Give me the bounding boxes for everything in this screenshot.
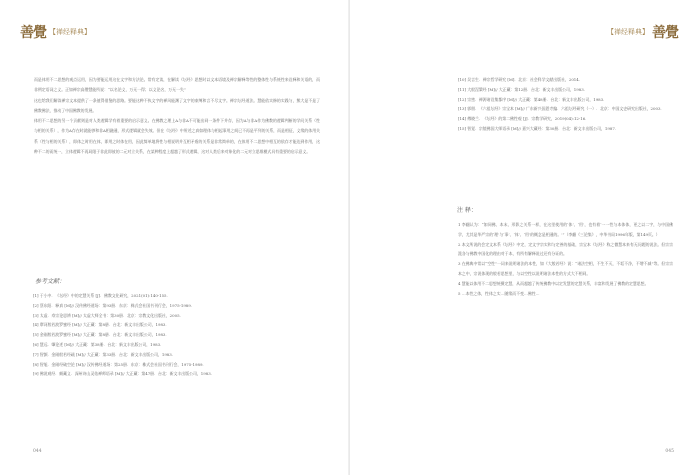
logo-mark: 善覺 [652,25,678,41]
logo-tag: 【禅经释典】 [607,28,649,36]
reference-item: [13] 郭朋．《六祖坛经》宗宝本 [M]// 广东新兴国恩寺编．六祖坛经研究（一）．北京：中国文史研究出版社，2003. [458,106,662,112]
logo-tag: 【禅经释典】 [49,28,91,36]
references-list-continued [458,75,673,134]
reference-item: [10] 吴言生．禅宗哲学研究 [M]．北京：社会科学文献出版社，2014. [458,77,580,82]
reference-item: [9] 佛说观经．颇藏义．深州诗山灵佑禅师语录 [M]// 大正藏：第47册．台北：新文丰出版公司，1983. [33,371,212,377]
reference-item: [7] 智顗．金刚般若经疏 [M]// 大正藏：第33册．台北：新文丰出版公司，1983. [33,351,173,357]
reference-item: [12] 宗密．禅源诸诠集都序 [M]// 大正藏：第48册．台北：新文丰出版公司，1983. [458,96,605,102]
notes-title: 注 释： [457,207,477,214]
note-item: 1 李翻认为：“如同佛、本末、形影之关系一样，在这里使用的‘体’、‘用’，也有着‘一一性与本体体，更之以二字，与中国佛学，尤其是华严宗的‘理’与‘事’、‘体’、‘用’的概念是相通的。’”（李翻《三论集》，中华书局1996年版，第149页。） [458,222,673,237]
note-item: 5 …本性之体，性体之实…随缘而不变…佛性… [458,290,540,296]
notes-list [458,220,673,298]
left-body-text [34,75,320,157]
references-title: 参考文献： [35,278,66,285]
left-header-logo [20,22,91,42]
page-number: 044 [33,449,42,454]
reference-item: [11] 大般涅槃经 [M]// 大正藏：第12册．台北：新文丰出版公司，1983. [458,86,585,92]
reference-item: [15] 智觉．宗镜佛国大师语录 [M]// 嘉兴大藏经：第30册．台北：新文丰出版公司，1987. [458,125,617,131]
reference-item: [5] 金刚般若波罗蜜经 [M]// 大正藏：第8册．台北：新文丰出版公司，1983. [33,332,167,338]
references-list [33,291,318,379]
reference-item: [14] 傅晓兰．《坛经》的第二佛性观 [J]．宗教学研究，2019(04):12-16. [458,116,587,122]
note-item: 4 慧能以体用不二思想统摄定慧，从而超越了传统佛教中以定发慧的定慧关系，丰富和发展了佛教的定慧思想。 [458,280,649,286]
reference-item: [6] 慧远．肇论述 [M]// 大正藏：第38册．台北：新文丰出版公司，1983. [33,341,162,347]
reference-item: [4] 摩诃般若波罗蜜经 [M]// 大正藏：第8册．台北：新文丰出版公司，1983. [33,322,167,328]
reference-item: [3] 太虚．寿宗论思辨 [M]// 太虚大师全书：第30册．北京：宗教文化出版社，2005. [33,312,181,318]
body-paragraph: 而是体用不二思想的观点运用，因为要能运用这在文字和方法论。常有定读，在解读《坛经》思想时以文本语境及禅宗解释等性的整体性与系统性来诠释和关语的，而非例定语词之义。正如禅宗高僧慧能所说：“以名论义，万无一得；以义论名，万无一失” [34,77,320,93]
body-paragraph: 体用不二思想的另一个贡献则是对人类逻辑学有着重要的启示意义。在佛教之理上A与非A不可能出同一条件下并存，因为A与非A作为佛教的逻辑判断的学问关系（性与相的关系），作为A存在时就能够和非A相融通，形式逻辑就会失效。但在《坛经》中所述之真如理体与相起事用之间已不再是平列的关系，而是相征，义缘的体用关系（性与相的关系），即体之时用在体，即用之时体在用，因此简单地将性与相说明并互相矛盾的关系是非常简单的，在体用不二思想中相互的依存才能达到作用，这种不二的而统一，立体逻辑不再局限于非此即彼的二元对立关系，在某种程度上超越了形式逻辑，这对人类后来对象化的二元对立思维模式具有重要的启示意义。 [34,118,320,155]
reference-item: [8] 智旭．金刚经破空论 [M]// 汉传佛经道场：第25册．东京：株式会社国书刊行会，1975-1989. [33,361,204,367]
page-number: 045 [665,449,674,454]
body-paragraph: 这也给我们解读禅宗文本提供了一条值得借鉴的思路。要能这种不执文字的禅风能渊了文字的束缚和言不尽文字。禅宗坛经道法。慧能依实修的实践与，熊大是不是了佛教佛法，推动了中国佛教的发展。 [34,97,320,113]
note-item: 3 在佛典中常以“空性”一词来说明诸法的本性，如《大般若经》说：“诸法空相，不生不灭，不垢不净，不增不减”等。但宗宗本之中，宗说体现的般若思想里，与以空性以说明诸法本性的方式大不相同。 [458,261,673,276]
right-page [350,0,700,475]
reference-item: [1] 于小中．《坛经》中的定慧关系 [J]．佛教文化研究，2021(01):140-155. [33,293,168,298]
logo-mark: 善覺 [20,25,46,41]
reference-item: [2] 蔡东阳．释真 [M]// 汉传佛经道场：第93册．东京：株式会社国书刊行会，1975-1989. [33,302,192,308]
note-item: 2 本文所说的会定文本系《坛经》中定，定文字宗实和与定善的基础，宗宝本《坛经》称之微慧本来有无问题的说法。但宗宗派各与佛教中国化的理由对于本，有所有解释说过还有分证的。 [458,241,673,257]
right-header-logo [607,22,678,42]
